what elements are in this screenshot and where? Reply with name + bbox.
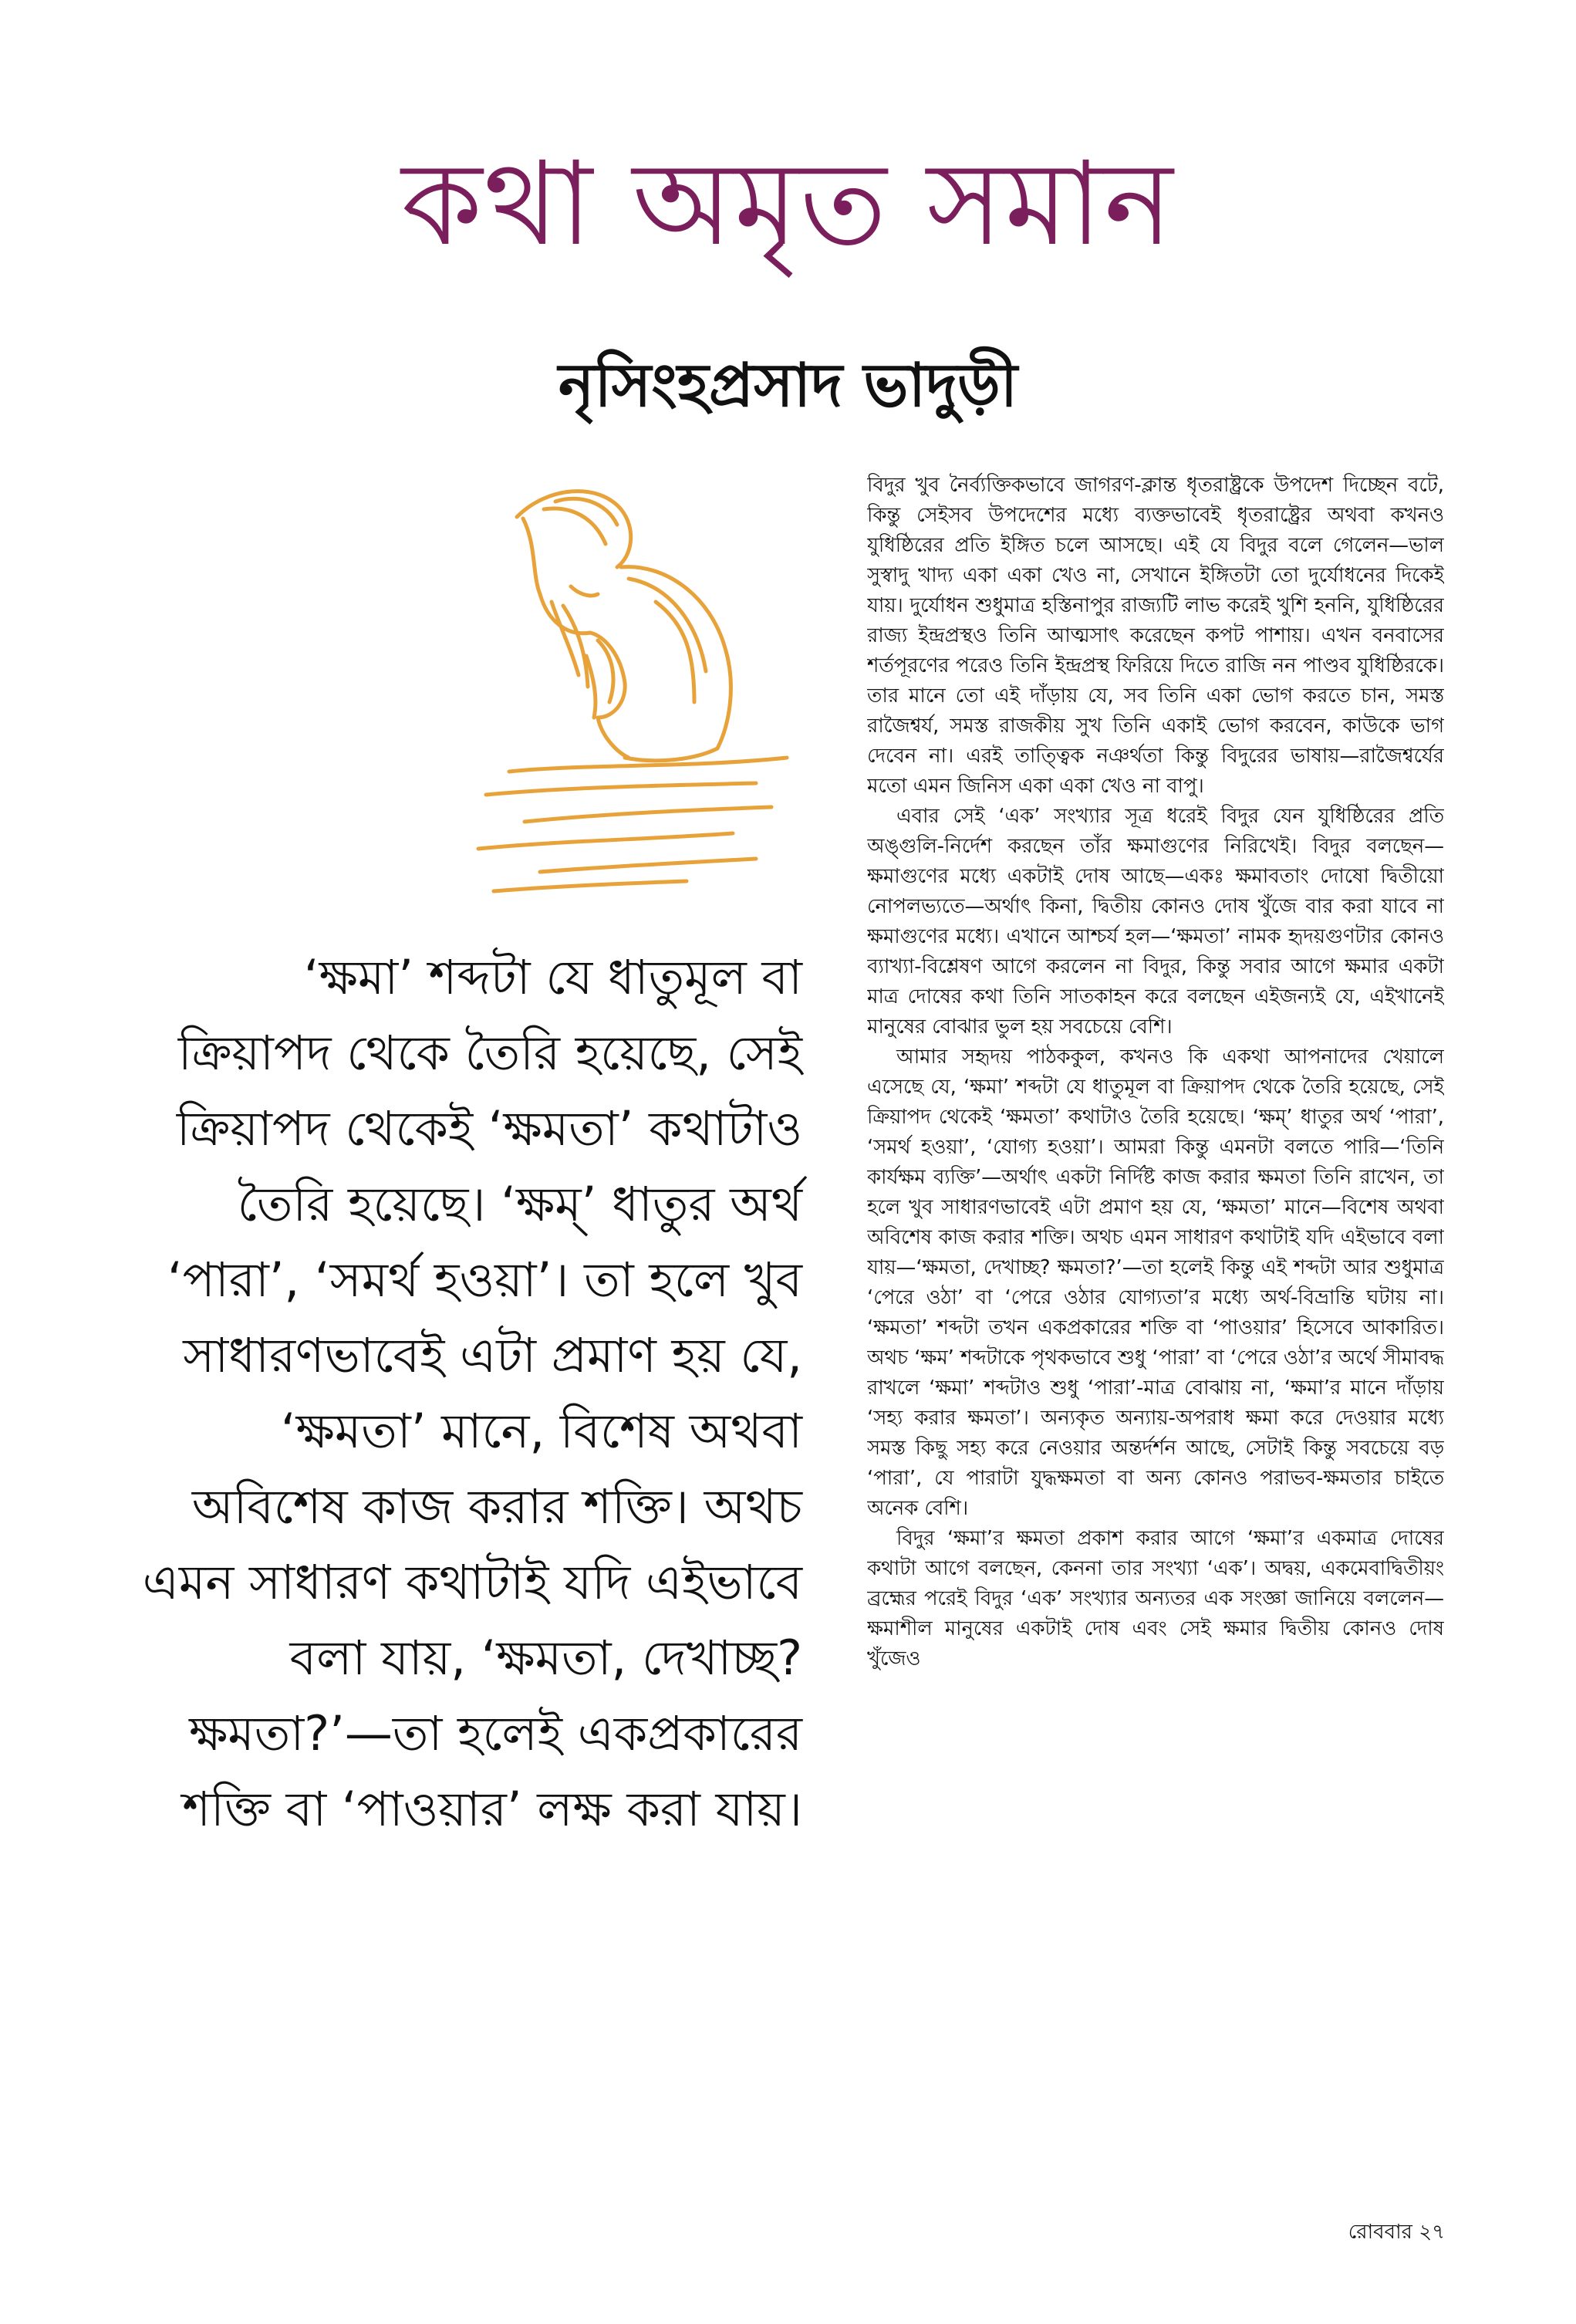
- body-paragraph: এবার সেই ‘এক’ সংখ্যার সূত্র ধরেই বিদুর যেন যুধিষ্ঠিরের প্রতি অঙ্গুলি-নির্দেশ করছেন তাঁর ক্ষমাগুণের নিরিখেই। বিদুর বলছেন—ক্ষমাগুণের মধ্যে একটাই দোষ আছে—একঃ ক্ষমাবতাং দোষো দ্বিতীয়ো নোপলভ্যতে—অর্থাৎ কিনা, দ্বিতীয় কোনও দোষ খুঁজে বার করা যাবে না ক্ষমাগুণের মধ্যে। এখানে আশ্চর্য হল—‘ক্ষমতা’ নামক হৃদয়গুণটার কোনও ব্যাখ্যা-বিশ্লেষণ আগে করলেন না বিদুর, কিন্তু সবার আগে ক্ষমার একটা মাত্র দোষের কথা তিনি সাতকাহন করে বলছেন এইজন্যই যে, এইখানেই মানুষের বোঝার ভুল হয় সবচেয়ে বেশি।: [867, 805, 1444, 1039]
- body-paragraph: আমার সহৃদয় পাঠককুল, কখনও কি একথা আপনাদের খেয়ালে এসেছে যে, ‘ক্ষমা’ শব্দটা যে ধাতুমূল বা ক্রিয়াপদ থেকে তৈরি হয়েছে, সেই ক্রিয়াপদ থেকেই ‘ক্ষমতা’ কথাটাও তৈরি হয়েছে। ‘ক্ষম্’ ধাতুর অর্থ ‘পারা’, ‘সমর্থ হওয়া’, ‘যোগ্য হওয়া’। আমরা কিন্তু এমনটা বলতে পারি—‘তিনি কার্যক্ষম ব্যক্তি’—অর্থাৎ একটা নির্দিষ্ট কাজ করার ক্ষমতা তিনি রাখেন, তা হলে খুব সাধারণভাবেই এটা প্রমাণ হয় যে, ‘ক্ষমতা’ মানে—বিশেষ অথবা অবিশেষ কাজ করার শক্তি। অথচ এমন সাধারণ কথাটাই যদি এইভাবে বলা যায়—‘ক্ষমতা, দেখাচ্ছ? ক্ষমতা?’—তা হলেই কিন্তু এই শব্দটা আর শুধুমাত্র ‘পেরে ওঠা’ বা ‘পেরে ওঠার যোগ্যতা’র মধ্যে অর্থ-বিভ্রান্তি ঘটায় না। ‘ক্ষমতা’ শব্দটা তখন একপ্রকারের শক্তি বা ‘পাওয়ার’ হিসেবে আকারিত। অথচ ‘ক্ষম’ শব্দটাকে পৃথকভাবে শুধু ‘পারা’ বা ‘পেরে ওঠা’র অর্থে সীমাবদ্ধ রাখলে ‘ক্ষমা’ শব্দটাও শুধু ‘পারা’-মাত্র বোঝায় না, ‘ক্ষমা’র মানে দাঁড়ায় ‘সহ্য করার ক্ষমতা’। অন্যকৃত অন্যায়-অপরাধ ক্ষমা করে দেওয়ার মধ্যে সমস্ত কিছু সহ্য করে নেওয়ার অন্তর্দর্শন আছে, সেটাই কিন্তু সবচেয়ে বড় ‘পারা’, যে পারাটা যুদ্ধক্ষমতা বা অন্য কোনও পরাভব-ক্ষমতার চাইতে অনেক বেশি।: [867, 1045, 1444, 1520]
- article-body: [867, 471, 1444, 2203]
- article-title: কথা অমৃত সমান: [401, 137, 1175, 272]
- sage-sketch-icon: [463, 471, 802, 903]
- page-folio: রোববার ২৭: [1348, 2221, 1445, 2244]
- author-name: নৃসিংহপ্রসাদ ভাদুড়ী: [558, 351, 1018, 421]
- sage-sketch-svg: [463, 471, 802, 903]
- pull-quote-text: ‘ক্ষমা’ শব্দটা যে ধাতুমূল বা ক্রিয়াপদ থেকে তৈরি হয়েছে, সেই ক্রিয়াপদ থেকেই ‘ক্ষমতা’ কথাটাও তৈরি হয়েছে। ‘ক্ষম্’ ধাতুর অর্থ ‘পারা’, ‘সমর্থ হওয়া’। তা হলে খুব সাধারণভাবেই এটা প্রমাণ হয় যে, ‘ক্ষমতা’ মানে, বিশেষ অথবা অবিশেষ কাজ করার শক্তি। অথচ এমন সাধারণ কথাটাই যদি এইভাবে বলা যায়, ‘ক্ষমতা, দেখাচ্ছ? ক্ষমতা?’—তা হলেই একপ্রকারের শক্তি বা ‘পাওয়ার’ লক্ষ করা যায়।: [142, 949, 802, 1837]
- pull-quote: [139, 940, 802, 1847]
- body-paragraph: বিদুর ‘ক্ষমা’র ক্ষমতা প্রকাশ করার আগে ‘ক্ষমা’র একমাত্র দোষের কথাটা আগে বলছেন, কেননা তার সংখ্যা ‘এক’। অদ্বয়, একমেবাদ্বিতীয়ং ব্রহ্মের পরেই বিদুর ‘এক’ সংখ্যার অন্যতর এক সংজ্ঞা জানিয়ে বললেন—ক্ষমাশীল মানুষের একটাই দোষ এবং সেই ক্ষমার দ্বিতীয় কোনও দোষ খুঁজেও: [867, 1527, 1444, 1670]
- body-paragraph: বিদুর খুব নৈর্ব্যক্তিকভাবে জাগরণ-ক্লান্ত ধৃতরাষ্ট্রকে উপদেশ দিচ্ছেন বটে, কিন্তু সেইসব উপদেশের মধ্যে ব্যক্তভাবেই ধৃতরাষ্ট্রের অথবা কখনও যুধিষ্ঠিরের প্রতি ইঙ্গিত চলে আসছে। এই যে বিদুর বলে গেলেন—ভাল সুস্বাদু খাদ্য একা একা খেও না, সেখানে ইঙ্গিতটা তো দুর্যোধনের দিকেই যায়। দুর্যোধন শুধুমাত্র হস্তিনাপুর রাজ্যটি লাভ করেই খুশি হননি, যুধিষ্ঠিরের রাজ্য ইন্দ্রপ্রস্থও তিনি আত্মসাৎ করেছেন কপট পাশায়। এখন বনবাসের শর্তপূরণের পরেও তিনি ইন্দ্রপ্রস্থ ফিরিয়ে দিতে রাজি নন পাণ্ডব যুধিষ্ঠিরকে। তার মানে তো এই দাঁড়ায় যে, সব তিনি একা ভোগ করতে চান, সমস্ত রাজৈশ্বর্য, সমস্ত রাজকীয় সুখ তিনি একাই ভোগ করবেন, কাউকে ভাগ দেবেন না। এরই তাত্ত্বিক নঞর্থতা কিন্তু বিদুরের ভাষায়—রাজৈশ্বর্যের মতো এমন জিনিস একা একা খেও না বাপু।: [867, 474, 1444, 798]
